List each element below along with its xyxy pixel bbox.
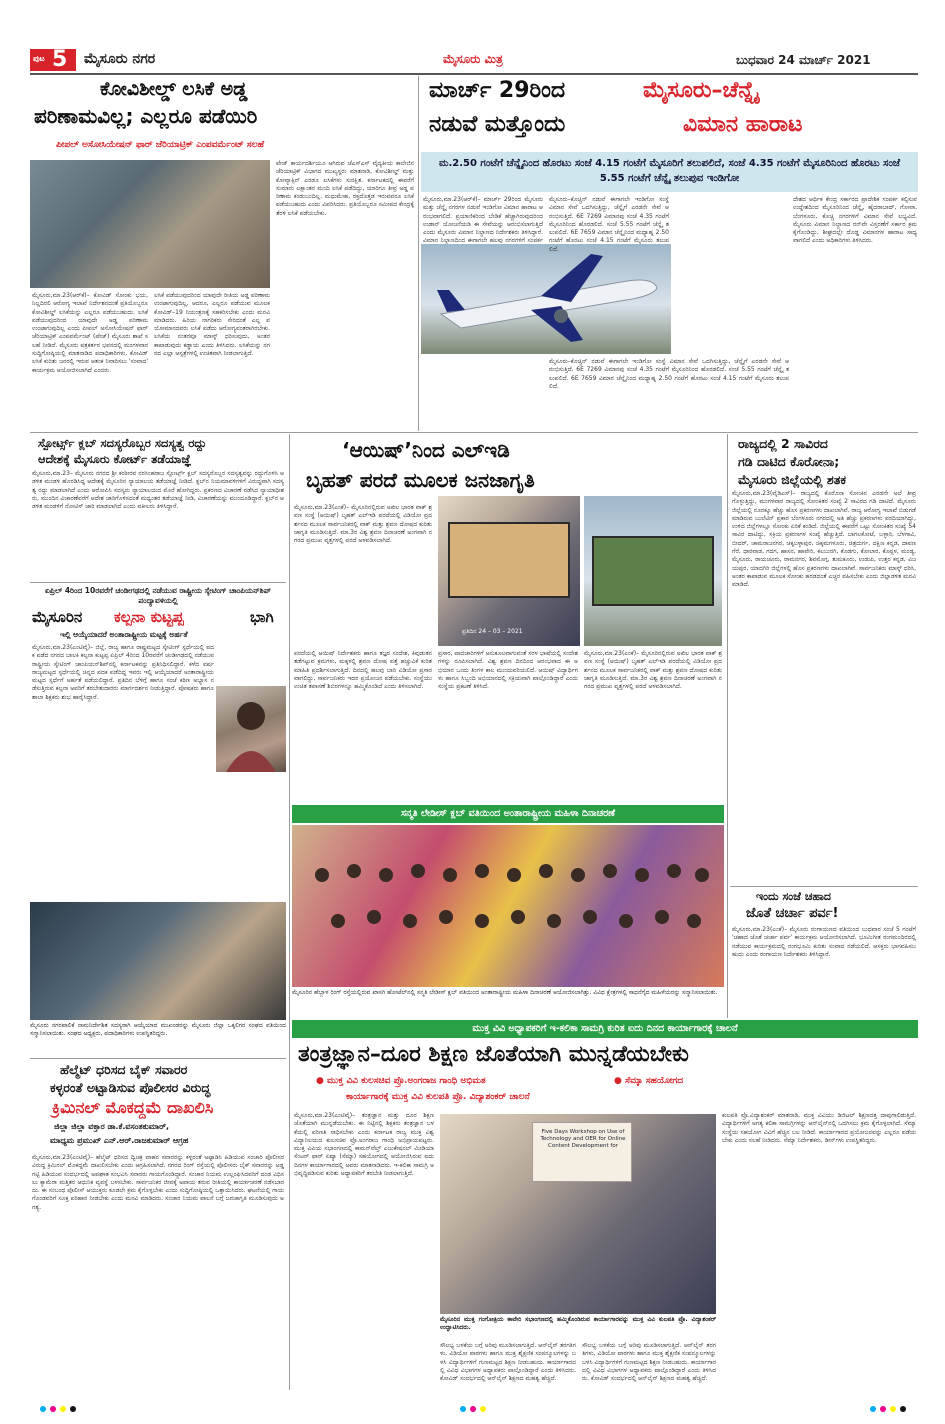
bullet-2: ● ಸೆಮ್ಕಾ ಸಹಯೋಗದ [614,1076,684,1086]
vertical-divider-right [727,434,728,1018]
felicitation-photo [30,902,286,1020]
timing-banner-text: ಮ.2.50 ಗಂಟೆಗೆ ಚೆನ್ನೈನಿಂದ ಹೊರಟು ಸಂಜೆ 4.15 ಗಂಟೆಗೆ ಮೈಸೂರಿಗೆ ತಲುಪಲಿದೆ, ಸಂಜೆ 4.35 ಗಂಟೆಗೆ ಮೈಸೂರಿನಿಂದ ಹೊರಟು ಸಂಜೆ 5.55 ಗಂಟೆಗೆ ಚೆನ್ನೈ ತಲುಪುವ ಇಂಡಿಗೋ [438,158,901,184]
divider [30,582,286,583]
headline-line-1: ‘ಆಯಿಷ್’ನಿಂದ ಎಲ್‌ಇಡಿ [342,438,510,462]
masthead: ಮೈಸೂರು ಮಿತ್ರ [443,52,503,66]
story-body-col-1: ಮೈಸೂರು,ಮಾ.23(ಆರ್‌ಕೆ)– ಕೋವಿಡ್ ಸೋಂಕು ಭಯ, ನಿಲ್ಲದಿರಲಿ ಆರೋಗ್ಯ ಇಲಾಖೆ ನಿರ್ದೇಶನದಂತೆ ಪ್ರತಿಯೊಬ್ಬರೂ ಕೋವಿಶೀಲ್ಡ್ ಲಸಿಕೆಯನ್ನು ಎಲ್ಲರೂ ಪಡೆಯಬಹುದು. ಲಸಿಕೆ ಪಡೆಯುವುದರಿಂದ ಯಾವುದೇ ಅಡ್ಡ ಪರಿಣಾಮ ಉಂಟಾಗುವುದಿಲ್ಲ ಎಂದು ಪೀಪಲ್ ಅಸೋಸಿಯೇಷನ್ ಫಾರ್ ಜೆರಿಯಾಟ್ರಿಕ್ ಎಂಪವರ್ಮೆಂಟ್ (ಪೇಜ್) ಮೈಸೂರು ಶಾಖೆ ಸಲಹೆ ನೀಡಿದೆ. ಮೈಸೂರು ಪತ್ರಕರ್ತರ ಭವನದಲ್ಲಿ ಮಂಗಳವಾರ ಸುದ್ದಿಗೋಷ್ಠಿಯಲ್ಲಿ ಮಾತನಾಡಿದ ಪದಾಧಿಕಾರಿಗಳು, ಕೋವಿಡ್ ಲಸಿಕೆ ಕುರಿತು ಜನರಲ್ಲಿ ಇರುವ ಆತಂಕ ನಿವಾರಿಸಲು 'ಸಂವಾದ' ಕಾರ್ಯಕ್ರಮ ಆಯೋಜಿಸಲಾಗಿದೆ ಎಂದರು. [32,292,148,374]
story-body-col-1: ಮೈಸೂರು,ಮಾ.23(ಎಂಕೆ)– ಮೈಸೂರಿನಲ್ಲಿರುವ ಅಖಿಲ ಭಾರತ ವಾಕ್ ಶ್ರವಣ ಸಂಸ್ಥೆ (ಆಯಿಷ್) ಬೃಹತ್ ಎಲ್‌ಇಡಿ ಪರದೆಯಲ್ಲಿ ವಿಡಿಯೋ ಪ್ರದರ್ಶನದ ಮೂಲಕ ಸಾರ್ವಜನಿಕರಲ್ಲಿ ವಾಕ್ ಮತ್ತು ಶ್ರವಣ ದೋಷದ ಕುರಿತು ಜಾಗೃತಿ ಮೂಡಿಸುತ್ತಿದೆ. ಮಾ.3ರ ವಿಶ್ವ ಶ್ರವಣ ದಿನಾಚರಣೆ ಅಂಗವಾಗಿ ನಗರದ ಪ್ರಮುಖ ವೃತ್ತಗಳಲ್ಲಿ ಪರದೆ ಅಳವಡಿಸಲಾಗಿದೆ. [294,504,432,545]
color-registration-marks [40,1404,910,1414]
story-body: ಮೈಸೂರು,ಮಾ.23(ಎಂಕೆ)– ಮೈಸೂರು ರಂಗಾಯಣದ ವತಿಯಿಂದ ಬುಧವಾರ ಸಂಜೆ 5 ಗಂಟೆಗೆ 'ಚಹಾದ ಜೊತೆ ಚರ್ಚಾ ಪರ್ವ' ಕಾರ್ಯಕ್ರಮ ಆಯೋಜಿಸಲಾಗಿದೆ. ಭೂಮಿಗೀತ ರಂಗಮಂದಿರದಲ್ಲಿ ನಡೆಯುವ ಕಾರ್ಯಕ್ರಮದಲ್ಲಿ ರಂಗಭೂಮಿ ಕುರಿತು ಸಂವಾದ ನಡೆಯಲಿದೆ. ಆಸಕ್ತರು ಭಾಗವಹಿಸಬಹುದು ಎಂದು ರಂಗಾಯಣ ನಿರ್ದೇಶಕರು ತಿಳಿಸಿದ್ದಾರೆ. [732,926,916,958]
headline-line-1-red: ಮೈಸೂರು–ಚೆನ್ನೈ [643,78,759,103]
story-body-col-2: ಮೈಸೂರು–ಕೊಚ್ಚಿನ್ ನಡುವೆ ಈಗಾಗಲೇ ಇಂಡಿಗೋ ಸಂಸ್ಥೆ ವಿಮಾನ ಸೇವೆ ಒದಗಿಸುತ್ತಿದ್ದು, ಚೆನ್ನೈಗೆ ಎರಡನೇ ಸೇವೆ ಆರಂಭಿಸುತ್ತಿದೆ. 6E 7269 ವಿಮಾನವು ಸಂಜೆ 4.35 ಗಂಟೆಗೆ ಮೈಸೂರಿನಿಂದ ಹೊರಡಲಿದೆ. ಸಂಜೆ 5.55 ಗಂಟೆಗೆ ಚೆನ್ನೈ ತಲುಪಲಿದೆ. 6E 7659 ವಿಮಾನ ಚೆನ್ನೈನಿಂದ ಮಧ್ಯಾಹ್ನ 2.50 ಗಂಟೆಗೆ ಹೊರಟು ಸಂಜೆ 4.15 ಗಂಟೆಗೆ ಮೈಸೂರು ತಲುಪಲಿದೆ. [549,196,669,253]
story-body-col-2: ಪರದೆಯಲ್ಲಿ ಆಯಿಷ್ ನಿರ್ದೇಶಕರು ಹಾಗೂ ತಜ್ಞರ ಸಂದೇಶ, ಕಿವುಡುತನ ತಡೆಗಟ್ಟುವ ಕ್ರಮಗಳು, ಮಕ್ಕಳಲ್ಲಿ ಶ್ರವಣ ದೋಷ ಪತ್ತೆ ಹಚ್ಚುವಿಕೆ ಕುರಿತ ಮಾಹಿತಿ ಪ್ರದರ್ಶಿಸಲಾಗುತ್ತಿದೆ. ದಿನದಲ್ಲಿ ಹಲವು ಬಾರಿ ವಿಡಿಯೋ ಪ್ರಸಾರವಾಗಲಿದ್ದು, ಸಾರ್ವಜನಿಕರು ಇದರ ಪ್ರಯೋಜನ ಪಡೆಯಬೇಕು. ಸಂಸ್ಥೆಯು ಉಚಿತ ತಪಾಸಣೆ ಶಿಬಿರಗಳನ್ನೂ ಹಮ್ಮಿಕೊಂಡಿದೆ ಎಂದು ತಿಳಿಸಲಾಗಿದೆ. [294,650,432,691]
subhead: ಪೀಪಲ್ ಅಸೋಸಿಯೇಷನ್ ಫಾರ್ ಜೆರಿಯಾಟ್ರಿಕ್ ಎಂಪವರ್ಮೆಂಟ್ ಸಲಹೆ [56,140,265,150]
horizontal-divider-1 [30,432,918,433]
led-screen [592,536,714,606]
story-body-col-2b: ಮೈಸೂರು–ಕೊಚ್ಚಿನ್ ನಡುವೆ ಈಗಾಗಲೇ ಇಂಡಿಗೋ ಸಂಸ್ಥೆ ವಿಮಾನ ಸೇವೆ ಒದಗಿಸುತ್ತಿದ್ದು, ಚೆನ್ನೈಗೆ ಎರಡನೇ ಸೇವೆ ಆರಂಭಿಸುತ್ತಿದೆ. 6E 7269 ವಿಮಾನವು ಸಂಜೆ 4.35 ಗಂಟೆಗೆ ಮೈಸೂರಿನಿಂದ ಹೊರಡಲಿದೆ. ಸಂಜೆ 5.55 ಗಂಟೆಗೆ ಚೆನ್ನೈ ತಲುಪಲಿದೆ. 6E 7659 ವಿಮಾನ ಚೆನ್ನೈನಿಂದ ಮಧ್ಯಾಹ್ನ 2.50 ಗಂಟೆಗೆ ಹೊರಟು ಸಂಜೆ 4.15 ಗಂಟೆಗೆ ಮೈಸೂರು ತಲುಪಲಿದೆ. [549,358,789,390]
page-number: 5 [52,47,68,72]
headline-line-3: ಕ್ರಿಮಿನಲ್ ಮೊಕದ್ದಮೆ ದಾಖಲಿಸಿ [52,1098,214,1117]
crowd-icon [292,825,724,987]
headline-line-1: ಸ್ಪೋರ್ಟ್ಸ್ ಕ್ಲಬ್ ಸದಸ್ಯರೊಬ್ಬರ ಸದಸ್ಯತ್ವ ರದ್ದು [38,436,207,450]
story-chai [730,888,918,1018]
headline-line-2: ಗಡಿ ದಾಟಿದ ಕೊರೋನಾ; [738,454,840,469]
kicker: ಏಪ್ರಿಲ್ 4ರಿಂದ 10ರವರೆಗೆ ಚಂಡೀಗಢದಲ್ಲಿ ನಡೆಯುವ ರಾಷ್ಟ್ರೀಯ ಸ್ಕೇಟಿಂಗ್ ಚಾಂಪಿಯನ್‌ಶಿಪ್ ಪಂದ್ಯಾವಳಿಯಲ್ಲಿ [44,586,272,605]
press-meet-photo [30,160,270,288]
subhead-1: ಜಿಲ್ಲಾ ಜಿಲ್ಲಾ ವಕ್ತಾರ ಡಾ.ಕೆ.ವಸಂತಕುಮಾರ್, [54,1122,170,1131]
story-sports-club [30,434,286,674]
workshop-banner-text: Five Days Workshop on Use of Technology and OER for Online Content Development for [540,1129,626,1149]
headline-line-2: ಆದೇಶಕ್ಕೆ ಮೈಸೂರು ಕೋರ್ಟ್ ತಡೆಯಾಜ್ಞೆ [38,452,192,466]
headline-line-2: ಪರಿಣಾಮವಿಲ್ಲ; ಎಲ್ಲರೂ ಪಡೆಯಿರಿ [34,104,258,128]
section-title: ಮೈಸೂರು ನಗರ [84,51,156,67]
headline-tail: ಭಾಗಿ [250,608,274,626]
group-photo [292,825,724,987]
divider [730,886,918,887]
story-body: ಮೈಸೂರು,ಮಾ.23(ವೈಡಿಎಸ್)– ರಾಜ್ಯದಲ್ಲಿ ಕೊರೊನಾ ಸೋಂಕಿನ ಎರಡನೇ ಅಲೆ ತೀವ್ರಗೊಳ್ಳುತ್ತಿದ್ದು, ಮಂಗಳವಾರ ರಾಜ್ಯದಲ್ಲಿ ಸೋಂಕಿತರ ಸಂಖ್ಯೆ 2 ಸಾವಿರದ ಗಡಿ ದಾಟಿದೆ. ಮೈಸೂರು ಜಿಲ್ಲೆಯಲ್ಲಿ ನೂರಕ್ಕೂ ಹೆಚ್ಚು ಹೊಸ ಪ್ರಕರಣಗಳು ದಾಖಲಾಗಿವೆ. ರಾಜ್ಯ ಆರೋಗ್ಯ ಇಲಾಖೆ ಬಿಡುಗಡೆ ಮಾಡಿರುವ ಬುಲೆಟಿನ್ ಪ್ರಕಾರ ಬೆಂಗಳೂರು ನಗರದಲ್ಲಿ ಅತಿ ಹೆಚ್ಚು ಪ್ರಕರಣಗಳು ವರದಿಯಾಗಿದ್ದು, ಉಳಿದ ಜಿಲ್ಲೆಗಳಲ್ಲೂ ಸೋಂಕು ಏರಿಕೆ ಕಂಡಿದೆ. ಜಿಲ್ಲೆಯಲ್ಲಿ ಈವರೆಗೆ ಒಟ್ಟು ಸೋಂಕಿತರ ಸಂಖ್ಯೆ 54 ಸಾವಿರ ದಾಟಿದ್ದು, ಸಕ್ರಿಯ ಪ್ರಕರಣಗಳ ಸಂಖ್ಯೆ ಹೆಚ್ಚುತ್ತಿದೆ. ಬಾಗಲಕೋಟೆ, ಬಳ್ಳಾರಿ, ಬೆಳಗಾವಿ, ಬೀದರ್, ಚಾಮರಾಜನಗರ, ಚಿಕ್ಕಬಳ್ಳಾಪುರ, ಚಿಕ್ಕಮಗಳೂರು, ಚಿತ್ರದುರ್ಗ, ದಕ್ಷಿಣ ಕನ್ನಡ, ದಾವಣಗೆರೆ, ಧಾರವಾಡ, ಗದಗ, ಹಾಸನ, ಹಾವೇರಿ, ಕಲಬುರಗಿ, ಕೊಡಗು, ಕೋಲಾರ, ಕೊಪ್ಪಳ, ಮಂಡ್ಯ, ಮೈಸೂರು, ರಾಯಚೂರು, ರಾಮನಗರ, ಶಿವಮೊಗ್ಗ, ತುಮಕೂರು, ಉಡುಪಿ, ಉತ್ತರ ಕನ್ನಡ, ವಿಜಯಪುರ, ಯಾದಗಿರಿ ಜಿಲ್ಲೆಗಳಲ್ಲಿ ಹೊಸ ಪ್ರಕರಣಗಳು ದಾಖಲಾಗಿವೆ. ಸಾರ್ವಜನಿಕರು ಮಾಸ್ಕ್ ಧರಿಸಿ, ಅಂತರ ಕಾಪಾಡುವ ಮೂಲಕ ಸೋಂಕು ಹರಡದಂತೆ ಎಚ್ಚರ ವಹಿಸಬೇಕು ಎಂದು ಜಿಲ್ಲಾಡಳಿತ ಮನವಿ ಮಾಡಿದೆ. [732,490,916,589]
headline-line-1: ಹೆಲ್ಮೆಟ್ ಧರಿಸದ ಬೈಕ್ ಸವಾರರ [60,1062,188,1077]
story-body-col-3: ದೇಶದ ಆರ್ಥಿಕ ಕೇಂದ್ರ ಸರ್ಕಾರದ ಪ್ರಾದೇಶಿಕ ಸಂಪರ್ಕ ಕಲ್ಪಿಸುವ ಉದ್ದೇಶದಿಂದ ಮೈಸೂರಿನಿಂದ ಚೆನ್ನೈ, ಹೈದರಾಬಾದ್, ಗೋವಾ, ಬೆಂಗಳೂರು, ಕೊಚ್ಚಿ ನಗರಗಳಿಗೆ ವಿಮಾನ ಸೇವೆ ಲಭ್ಯವಿದೆ. ಮೈಸೂರು ವಿಮಾನ ನಿಲ್ದಾಣದ ರನ್‌ವೇ ವಿಸ್ತರಣೆಗೆ ಸರ್ಕಾರ ಕ್ರಮ ಕೈಗೊಂಡಿದ್ದು, ಶೀಘ್ರದಲ್ಲೇ ದೊಡ್ಡ ವಿಮಾನಗಳ ಹಾರಾಟ ಸಾಧ್ಯವಾಗಲಿದೆ ಎಂದು ಅಧಿಕಾರಿಗಳು ತಿಳಿಸಿದರು. [793,196,917,245]
vertical-divider-left [289,434,290,1390]
story-skater-body: ಮೈಸೂರು,ಮಾ.23(ಎಂಟಿವೈ)– ಜಿಲ್ಲೆ, ರಾಜ್ಯ ಹಾಗೂ ರಾಷ್ಟ್ರಮಟ್ಟದ ಸ್ಕೇಟಿಂಗ್ ಸ್ಪರ್ಧೆಯಲ್ಲಿ ಪದಕ ಪಡೆದ ನಗರದ ಬಾಲಕಿ ಕಲ್ಪನಾ ಕುಟ್ಟಪ್ಪ ಏಪ್ರಿಲ್ 4ರಿಂದ 10ರವರೆಗೆ ಚಂಡೀಗಢದಲ್ಲಿ ನಡೆಯುವ ರಾಷ್ಟ್ರೀಯ ಸ್ಕೇಟಿಂಗ್ ಚಾಂಪಿಯನ್‌ಶಿಪ್‌ನಲ್ಲಿ ಕರ್ನಾಟಕವನ್ನು ಪ್ರತಿನಿಧಿಸಲಿದ್ದಾರೆ. ಕಳೆದ ವರ್ಷ ರಾಜ್ಯಮಟ್ಟದ ಸ್ಪರ್ಧೆಯಲ್ಲಿ ಚಿನ್ನದ ಪದಕ ಪಡೆದಿದ್ದ ಇವರು ಇಲ್ಲಿ ಆಯ್ಕೆಯಾದರೆ ಅಂತಾರಾಷ್ಟ್ರೀಯ ಮಟ್ಟದ ಸ್ಪರ್ಧೆಗೆ ಅರ್ಹತೆ ಪಡೆಯಲಿದ್ದಾರೆ. ಪ್ರತಿದಿನ ಬೆಳಿಗ್ಗೆ ಹಾಗೂ ಸಂಜೆ ಕಠಿಣ ಅಭ್ಯಾಸ ನಡೆಸುತ್ತಿರುವ ಕಲ್ಪನಾ ಅವರಿಗೆ ತರಬೇತುದಾರರು ಮಾರ್ಗದರ್ಶನ ನೀಡುತ್ತಿದ್ದಾರೆ. ಪೋಷಕರು ಹಾಗೂ ಶಾಲಾ ಶಿಕ್ಷಕರು ಶುಭ ಹಾರೈಸಿದ್ದಾರೆ. [32,644,214,701]
headline: ತಂತ್ರಜ್ಞಾನ–ದೂರ ಶಿಕ್ಷಣ ಜೊತೆಯಾಗಿ ಮುನ್ನಡೆಯಬೇಕು [298,1042,689,1067]
story-corona [730,434,918,884]
story-helmet [30,1060,286,1390]
story-body-col-3: ಪೇಜ್ ಕಾರ್ಯದರ್ಶಿಯೂ ಆಗಿರುವ ಜೆಎಸ್‌ಎಸ್ ವೈದ್ಯಕೀಯ ಕಾಲೇಜಿನ ಜೆರಿಯಾಟ್ರಿಕ್ ವಿಭಾಗದ ಮುಖ್ಯಸ್ಥರು ಮಾತನಾಡಿ, ಕೋವಿಶೀಲ್ಡ್ ಮತ್ತು ಕೋವ್ಯಾಕ್ಸಿನ್ ಎರಡೂ ಲಸಿಕೆಗಳು ಸುರಕ್ಷಿತ. ಕರ್ನಾಟಕದಲ್ಲಿ ಈವರೆಗೆ ಸುಮಾರು ಲಕ್ಷಾಂತರ ಮಂದಿ ಲಸಿಕೆ ಪಡೆದಿದ್ದು, ಯಾರಿಗೂ ತೀವ್ರ ಅಡ್ಡ ಪರಿಣಾಮ ಕಂಡುಬಂದಿಲ್ಲ. ಮಧುಮೇಹ, ರಕ್ತದೊತ್ತಡ ಇರುವವರೂ ಲಸಿಕೆ ಪಡೆಯಬಹುದು ಎಂದು ವಿವರಿಸಿದರು. ಪ್ರತಿಯೊಬ್ಬರೂ ಸಮೀಪದ ಕೇಂದ್ರಕ್ಕೆ ತೆರಳಿ ಲಸಿಕೆ ಪಡೆಯಬೇಕು. [276,160,414,217]
kicker-text: ಮುಕ್ತ ವಿವಿ ಅಧ್ಯಾಪಕರಿಗೆ ಇ-ಕಲಿಕಾ ಸಾಮಗ್ರಿ ಕುರಿತ ಐದು ದಿನದ ಕಾರ್ಯಾಗಾರಕ್ಕೆ ಚಾಲನೆ [472,1023,738,1034]
story-body: ಮೈಸೂರು,ಮಾ.23– ಮೈಸೂರು ನಗರದ ಶ್ರೀ ಕಂಠೀರವ ನರಸಿಂಹರಾಜ ಸ್ಪೋರ್ಟ್ಸ್ ಕ್ಲಬ್ ಸದಸ್ಯರೊಬ್ಬರ ಸದಸ್ಯತ್ವವನ್ನು ರದ್ದುಗೊಳಿಸಿ ಆಡಳಿತ ಮಂಡಳಿ ಹೊರಡಿಸಿದ್ದ ಆದೇಶಕ್ಕೆ ಮೈಸೂರಿನ ನ್ಯಾಯಾಲಯ ತಡೆಯಾಜ್ಞೆ ನೀಡಿದೆ. ಕ್ಲಬ್‌ನ ನಿಯಮಾವಳಿಗಳಿಗೆ ವಿರುದ್ಧವಾಗಿ ಸದಸ್ಯತ್ವ ರದ್ದು ಮಾಡಲಾಗಿದೆ ಎಂದು ಆರೋಪಿಸಿ ಸದಸ್ಯರು ನ್ಯಾಯಾಲಯದ ಮೊರೆ ಹೋಗಿದ್ದರು. ಪ್ರಕರಣದ ವಿಚಾರಣೆ ನಡೆಸಿದ ನ್ಯಾಯಾಧೀಶರು, ಮುಂದಿನ ವಿಚಾರಣೆವರೆಗೆ ಆದೇಶ ಜಾರಿಗೊಳಿಸದಂತೆ ಮಧ್ಯಂತರ ತಡೆಯಾಜ್ಞೆ ನೀಡಿ, ವಿಚಾರಣೆಯನ್ನು ಮುಂದೂಡಿದ್ದಾರೆ. ಕ್ಲಬ್‌ನ ಆಡಳಿತ ಮಂಡಳಿಗೆ ನೋಟಿಸ್ ಜಾರಿ ಮಾಡಲಾಗಿದೆ ಎಂದು ವಕೀಲರು ತಿಳಿಸಿದ್ದಾರೆ. [32,470,284,511]
indigo-aircraft-photo [421,244,671,354]
headline-line-1: ಕೋವಿಶೀಲ್ಡ್ ಲಸಿಕೆ ಅಡ್ಡ [100,78,248,100]
led-screen [448,522,570,598]
story-flight [421,76,918,431]
story-body-col-2: ಲಸಿಕೆ ಪಡೆಯುವುದರಿಂದ ಯಾವುದೇ ರೀತಿಯ ಅಡ್ಡ ಪರಿಣಾಮ ಉಂಟಾಗುವುದಿಲ್ಲ. ಆದರೂ, ಎಲ್ಲರೂ ಪಡೆಯುವ ಮೂಲಕ ಕೋವಿಡ್–19 ನಿಯಂತ್ರಣಕ್ಕೆ ಸಹಕರಿಸಬೇಕು ಎಂದು ಮನವಿ ಮಾಡಿದರು. ಹಿರಿಯ ನಾಗರಿಕರು ಸೇರಿದಂತೆ ಎಲ್ಲ ವಯೋಮಾನದವರು ಲಸಿಕೆ ಪಡೆದು ಆರೋಗ್ಯವಂತರಾಗಿರಬೇಕು. ಲಸಿಕೆಯ ನಂತರವೂ ಮಾಸ್ಕ್ ಧರಿಸುವುದು, ಅಂತರ ಕಾಪಾಡುವುದು ಕಡ್ಡಾಯ ಎಂದು ತಿಳಿಸಿದರು. ಲಸಿಕೆಯನ್ನು ನಗರದ ಎಲ್ಲಾ ಆಸ್ಪತ್ರೆಗಳಲ್ಲಿ ಉಚಿತವಾಗಿ ನೀಡಲಾಗುತ್ತಿದೆ. [154,292,270,358]
skater-portrait [216,686,286,772]
photo-timestamp: ಪ್ರತಿದಿನ 24 – 03 – 2021 [462,628,523,635]
story-open-university [292,1020,918,1390]
story-body-col-4: ಮೈಸೂರು,ಮಾ.23(ಎಂಕೆ)– ಮೈಸೂರಿನಲ್ಲಿರುವ ಅಖಿಲ ಭಾರತ ವಾಕ್ ಶ್ರವಣ ಸಂಸ್ಥೆ (ಆಯಿಷ್) ಬೃಹತ್ ಎಲ್‌ಇಡಿ ಪರದೆಯಲ್ಲಿ ವಿಡಿಯೋ ಪ್ರದರ್ಶನದ ಮೂಲಕ ಸಾರ್ವಜನಿಕರಲ್ಲಿ ವಾಕ್ ಮತ್ತು ಶ್ರವಣ ದೋಷದ ಕುರಿತು ಜಾಗೃತಿ ಮೂಡಿಸುತ್ತಿದೆ. ಮಾ.3ರ ವಿಶ್ವ ಶ್ರವಣ ದಿನಾಚರಣೆ ಅಂಗವಾಗಿ ನಗರದ ಪ್ರಮುಖ ವೃತ್ತಗಳಲ್ಲಿ ಪರದೆ ಅಳವಡಿಸಲಾಗಿದೆ. [584,650,722,691]
kicker-banner [292,1020,918,1038]
story-aiish [292,434,724,804]
workshop-banner [532,1122,632,1182]
headline-line-2-red: ವಿಮಾನ ಹಾರಾಟ [683,112,803,137]
headline-line-2-black: ನಡುವೆ ಮತ್ತೊಂದು [429,112,566,137]
story-body-col-4: ಕುಲಪತಿ ಪ್ರೊ.ವಿದ್ಯಾಶಂಕರ್ ಮಾತನಾಡಿ, ಮುಕ್ತ ವಿವಿಯು ಡಿಜಿಟಲ್ ಶಿಕ್ಷಣದತ್ತ ದಾಪುಗಾಲಿಡುತ್ತಿದೆ. ವಿದ್ಯಾರ್ಥಿಗಳಿಗೆ ಅಗತ್ಯ ಕಲಿಕಾ ಸಾಮಗ್ರಿಗಳನ್ನು ಆನ್‌ಲೈನ್‌ನಲ್ಲಿ ಒದಗಿಸಲು ಕ್ರಮ ಕೈಗೊಳ್ಳಲಾಗಿದೆ. ಸೆಮ್ಕಾ ಸಂಸ್ಥೆಯ ಸಹಯೋಗ ವಿವಿಗೆ ಹೆಚ್ಚಿನ ಬಲ ನೀಡಿದೆ. ಕಾರ್ಯಾಗಾರದ ಪ್ರಯೋಜನವನ್ನು ಎಲ್ಲರೂ ಪಡೆಯಬೇಕು ಎಂದು ಸಲಹೆ ನೀಡಿದರು. ಸೆಮ್ಕಾ ನಿರ್ದೇಶಕರು, ಡೀನ್‌ಗಳು ಉಪಸ್ಥಿತರಿದ್ದರು. [722,1112,916,1144]
headline-line-3: ಮೈಸೂರು ಜಿಲ್ಲೆಯಲ್ಲಿ ಶತಕ [738,472,847,487]
page-header [30,48,918,72]
womens-day-caption: ಮೈಸೂರಿನ ಹೆಬ್ಬಾಳ ರಿಂಗ್ ರಸ್ತೆಯಲ್ಲಿರುವ ಖಾಸಗಿ ಹೋಟೆಲ್‌ನಲ್ಲಿ ಸನ್ಮತಿ ಲೇಡೀಸ್ ಕ್ಲಬ್ ವತಿಯಿಂದ ಅಂತಾರಾಷ್ಟ್ರೀಯ ಮಹಿಳಾ ದಿನಾಚರಣೆ ಆಯೋಜಿಸಲಾಗಿತ್ತು. ವಿವಿಧ ಕ್ಷೇತ್ರಗಳಲ್ಲಿ ಸಾಧನೆಗೈದ ಮಹಿಳೆಯರನ್ನು ಸನ್ಮಾನಿಸಲಾಯಿತು. [292,989,718,996]
bullet-3: ಕಾರ್ಯಾಗಾರಕ್ಕೆ ಮುಕ್ತ ವಿವಿ ಕುಲಪತಿ ಪ್ರೊ. ವಿದ್ಯಾಶಂಕರ್ ಚಾಲನೆ [346,1092,530,1102]
airplane-icon [421,244,671,354]
divider [30,1058,286,1059]
headline-line-2: ಜೊತೆ ಚರ್ಚಾ ಪರ್ವ! [746,906,839,921]
page-label: ಪುಟ [33,54,45,63]
headline-red: ಕಲ್ಪನಾ ಕುಟ್ಟಪ್ಪ [114,608,184,626]
story-body-col-1: ಮೈಸೂರು,ಮಾ.23(ಆರ್‌ಕೆ)– ಮಾರ್ಚ್ 29ರಿಂದ ಮೈಸೂರು ಮತ್ತು ಚೆನ್ನೈ ನಗರಗಳ ನಡುವೆ ಇಂಡಿಗೋ ವಿಮಾನ ಹಾರಾಟ ಆರಂಭವಾಗಲಿದೆ. ಪ್ರಯಾಣಿಕರಿಂದ ಬೇಡಿಕೆ ಹೆಚ್ಚಾಗಿರುವುದರಿಂದ ಉಡಾನ್ ಯೋಜನೆಯಡಿ ಈ ಸೇವೆಯನ್ನು ಆರಂಭಿಸಲಾಗುತ್ತಿದೆ ಎಂದು ಮೈಸೂರು ವಿಮಾನ ನಿಲ್ದಾಣದ ನಿರ್ದೇಶಕರು ತಿಳಿಸಿದ್ದಾರೆ. ವಿಮಾನ ನಿಲ್ದಾಣದಿಂದ ಈಗಾಗಲೇ ಹಲವು ನಗರಗಳಿಗೆ ಸಂಪರ್ಕ [423,196,543,245]
inauguration-caption: ಮೈಸೂರಿನ ಮುಕ್ತ ಗಂಗೋತ್ರಿಯ ಕಾವೇರಿ ಸಭಾಂಗಣದಲ್ಲಿ ಹಮ್ಮಿಕೊಂಡಿರುವ ಕಾರ್ಯಾಗಾರವನ್ನು ಮುಕ್ತ ವಿವಿ ಕುಲಪತಿ ಪ್ರೊ. ವಿದ್ಯಾಶಂಕರ್ ಉದ್ಘಾಟಿಸಿದರು. [440,1316,716,1331]
headline-line-1: ಇಂದು ಸಂಜೆ ಚಹಾದ [756,890,831,903]
womens-day-banner [292,805,724,823]
story-body: ಮೈಸೂರು,ಮಾ.23(ಎಂಟಿವೈ)– ಹೆಲ್ಮೆಟ್ ಧರಿಸದ ದ್ವಿಚಕ್ರ ವಾಹನ ಸವಾರರನ್ನು ಕಳ್ಳರಂತೆ ಅಟ್ಟಾಡಿಸಿ ಹಿಡಿಯುವ ಸಂಚಾರಿ ಪೊಲೀಸರ ವಿರುದ್ಧ ಕ್ರಿಮಿನಲ್ ಮೊಕದ್ದಮೆ ದಾಖಲಿಸಬೇಕು ಎಂದು ಆಗ್ರಹಿಸಲಾಗಿದೆ. ನಗರದ ರಿಂಗ್ ರಸ್ತೆಯಲ್ಲಿ ಪೊಲೀಸರು ಬೈಕ್ ಸವಾರರನ್ನು ಅಡ್ಡಗಟ್ಟಿ ಹಿಡಿಯುವ ಸಂದರ್ಭದಲ್ಲಿ ಅಪಘಾತ ಸಂಭವಿಸಿ ಸವಾರರು ಗಾಯಗೊಂಡಿದ್ದಾರೆ. ಸಂಚಾರ ನಿಯಮ ಉಲ್ಲಂಘಿಸಿದವರಿಗೆ ದಂಡ ವಿಧಿಸಲು ಕ್ಯಾಮೆರಾ ಮತ್ತಿತರ ಆಧುನಿಕ ವ್ಯವಸ್ಥೆ ಬಳಸಬೇಕು. ಸಾರ್ವಜನಿಕರ ಜೀವಕ್ಕೆ ಅಪಾಯ ತರುವ ರೀತಿಯಲ್ಲಿ ಕಾರ್ಯಾಚರಣೆ ನಡೆಸಬಾರದು. ಈ ಸಂಬಂಧ ಪೊಲೀಸ್ ಆಯುಕ್ತರು ಕೂಡಲೇ ಕ್ರಮ ಕೈಗೊಳ್ಳಬೇಕು ಎಂದು ಸುದ್ದಿಗೋಷ್ಠಿಯಲ್ಲಿ ಒತ್ತಾಯಿಸಿದರು. ಘಟನೆಯಲ್ಲಿ ಗಾಯಗೊಂಡವರಿಗೆ ಸೂಕ್ತ ಪರಿಹಾರ ನೀಡಬೇಕು ಎಂದು ಮನವಿ ಮಾಡಿದರು. ಸಂಚಾರ ನಿಯಮ ಪಾಲನೆ ಬಗ್ಗೆ ಜನಜಾಗೃತಿ ಮೂಡಿಸುವುದು ಅಗತ್ಯ. [32,1154,284,1211]
vertical-divider-top [418,76,419,431]
headline-line-1: ರಾಜ್ಯದಲ್ಲಿ 2 ಸಾವಿರದ [738,436,828,451]
headline-line-2: ಬೃಹತ್ ಪರದೆ ಮೂಲಕ ಜನಜಾಗೃತಿ [306,468,535,492]
headline-black: ಮೈಸೂರಿನ [32,608,83,626]
headline-line-1-black: ಮಾರ್ಚ್ 29ರಿಂದ [429,78,566,103]
story-body-col-3: ಪ್ರಸಾರ, ಪಾದಚಾರಿಗಳಿಗೆ ಅನುಕೂಲವಾಗುವಂತೆ ಸರಳ ಭಾಷೆಯಲ್ಲಿ ಸಂದೇಶಗಳನ್ನು ರೂಪಿಸಲಾಗಿದೆ. ವಿಶ್ವ ಶ್ರವಣ ದಿನದಿಂದ ಆರಂಭವಾದ ಈ ಅಭಿಯಾನ ಒಂದು ತಿಂಗಳ ಕಾಲ ಮುಂದುವರಿಯಲಿದೆ. ಆಯಿಷ್ ವಿದ್ಯಾರ್ಥಿಗಳು ಹಾಗೂ ಸಿಬ್ಬಂದಿ ಅಭಿಯಾನದಲ್ಲಿ ಸಕ್ರಿಯವಾಗಿ ಪಾಲ್ಗೊಂಡಿದ್ದಾರೆ ಎಂದು ಸಂಸ್ಥೆಯ ಪ್ರಕಟಣೆ ತಿಳಿಸಿದೆ. [438,650,578,691]
subhead: ಇಲ್ಲಿ ಆಯ್ಕೆಯಾದರೆ ಅಂತಾರಾಷ್ಟ್ರೀಯ ಮಟ್ಟಕ್ಕೆ ಅರ್ಹತೆ [60,630,188,639]
person-icon [216,686,286,772]
story-body-col-1: ಮೈಸೂರು,ಮಾ.23(ಎಂಟಿವೈ)– ತಂತ್ರಜ್ಞಾನ ಮತ್ತು ದೂರ ಶಿಕ್ಷಣ ಜೊತೆಯಾಗಿ ಮುನ್ನಡೆಯಬೇಕು. ಈ ನಿಟ್ಟಿನಲ್ಲಿ ಶಿಕ್ಷಕರು ತಂತ್ರಜ್ಞಾನ ಬಳಕೆಯಲ್ಲಿ ಪರಿಣತಿ ಸಾಧಿಸಬೇಕು ಎಂದು ಕರ್ನಾಟಕ ರಾಜ್ಯ ಮುಕ್ತ ವಿಶ್ವವಿದ್ಯಾನಿಲಯದ ಕುಲಸಚಿವ ಪ್ರೊ.ಅಂಗರಾಜ ಗಾಂಧಿ ಅಭಿಪ್ರಾಯಪಟ್ಟರು. ಮುಕ್ತ ವಿವಿಯ ಸಭಾಂಗಣದಲ್ಲಿ ಕಾಮನ್‌ವೆಲ್ತ್ ಎಜುಕೇಷನಲ್ ಮೀಡಿಯಾ ಸೆಂಟರ್ ಫಾರ್ ಏಷ್ಯಾ (ಸೆಮ್ಕಾ) ಸಹಯೋಗದಲ್ಲಿ ಆಯೋಜಿಸಿರುವ ಐದು ದಿನಗಳ ಕಾರ್ಯಾಗಾರದಲ್ಲಿ ಅವರು ಮಾತನಾಡಿದರು. ಇ-ಕಲಿಕಾ ಸಾಮಗ್ರಿ ಅಭಿವೃದ್ಧಿಪಡಿಸುವ ಕುರಿತು ಅಧ್ಯಾಪಕರಿಗೆ ತರಬೇತಿ ನೀಡಲಾಗುತ್ತಿದೆ. [294,1112,434,1178]
headline-line-2: ಕಳ್ಳರಂತೆ ಅಟ್ಟಾಡಿಸುವ ಪೊಲೀಸರ ವಿರುದ್ಧ [50,1080,211,1095]
timing-banner [421,152,918,192]
story-covishield [30,76,416,431]
banner-text: ಸನ್ಮತಿ ಲೇಡೀಸ್ ಕ್ಲಬ್ ವತಿಯಿಂದ ಅಂತಾರಾಷ್ಟ್ರೀಯ ಮಹಿಳಾ ದಿನಾಚರಣೆ [400,808,616,819]
led-screen-photo-2 [584,496,722,646]
story-body-col-3: ಸೌಲಭ್ಯ ಬಳಕೆಯ ಬಗ್ಗೆ ಅರಿವು ಮೂಡಿಸಲಾಗುತ್ತಿದೆ. ಆನ್‌ಲೈನ್ ತರಗತಿಗಳು, ವಿಡಿಯೋ ಪಾಠಗಳು ಹಾಗೂ ಮುಕ್ತ ಶೈಕ್ಷಣಿಕ ಸಂಪನ್ಮೂಲಗಳನ್ನು ಬಳಸಿ ವಿದ್ಯಾರ್ಥಿಗಳಿಗೆ ಗುಣಮಟ್ಟದ ಶಿಕ್ಷಣ ನೀಡಬಹುದು. ಕಾರ್ಯಾಗಾರದಲ್ಲಿ ವಿವಿಧ ವಿಭಾಗಗಳ ಅಧ್ಯಾಪಕರು ಪಾಲ್ಗೊಂಡಿದ್ದಾರೆ ಎಂದು ತಿಳಿಸಿದರು. ಕೋವಿಡ್ ಸಂದರ್ಭದಲ್ಲಿ ಆನ್‌ಲೈನ್ ಶಿಕ್ಷಣದ ಮಹತ್ವ ಹೆಚ್ಚಿದೆ. [582,1342,716,1383]
subhead-2: ಮಾಧ್ಯಮ ಪ್ರಮುಖ್ ಎನ್.ಆರ್.ರಾಜಕುಮಾರ್ ಆಗ್ರಹ [50,1136,189,1145]
story-body-col-2: ಸೌಲಭ್ಯ ಬಳಕೆಯ ಬಗ್ಗೆ ಅರಿವು ಮೂಡಿಸಲಾಗುತ್ತಿದೆ. ಆನ್‌ಲೈನ್ ತರಗತಿಗಳು, ವಿಡಿಯೋ ಪಾಠಗಳು ಹಾಗೂ ಮುಕ್ತ ಶೈಕ್ಷಣಿಕ ಸಂಪನ್ಮೂಲಗಳನ್ನು ಬಳಸಿ ವಿದ್ಯಾರ್ಥಿಗಳಿಗೆ ಗುಣಮಟ್ಟದ ಶಿಕ್ಷಣ ನೀಡಬಹುದು. ಕಾರ್ಯಾಗಾರದಲ್ಲಿ ವಿವಿಧ ವಿಭಾಗಗಳ ಅಧ್ಯಾಪಕರು ಪಾಲ್ಗೊಂಡಿದ್ದಾರೆ ಎಂದು ತಿಳಿಸಿದರು. ಕೋವಿಡ್ ಸಂದರ್ಭದಲ್ಲಿ ಆನ್‌ಲೈನ್ ಶಿಕ್ಷಣದ ಮಹತ್ವ ಹೆಚ್ಚಿದೆ. [440,1342,576,1383]
page-number-badge [30,49,76,71]
inauguration-photo [440,1114,716,1314]
issue-date: ಬುಧವಾರ 24 ಮಾರ್ಚ್ 2021 [736,53,871,67]
felicitation-caption: ಮೈಸೂರು ನಗರಪಾಲಿಕೆ ನಾಮನಿರ್ದೇಶಿತ ಸದಸ್ಯರಾಗಿ ಆಯ್ಕೆಯಾದ ಮುಖಂಡರನ್ನು ಮೈಸೂರು ಜಿಲ್ಲಾ ಒಕ್ಕಲಿಗರ ಸಂಘದ ವತಿಯಿಂದ ಸನ್ಮಾನಿಸಲಾಯಿತು. ಸಂಘದ ಅಧ್ಯಕ್ಷರು, ಪದಾಧಿಕಾರಿಗಳು ಉಪಸ್ಥಿತರಿದ್ದರು. [30,1022,286,1037]
led-screen-photo-1 [438,496,580,646]
bullet-1: ● ಮುಕ್ತ ವಿವಿ ಕುಲಸಚಿವ ಪ್ರೊ.ಅಂಗರಾಜ ಗಾಂಧಿ ಅಭಿಮತ [316,1076,486,1086]
header-rule [30,73,918,75]
